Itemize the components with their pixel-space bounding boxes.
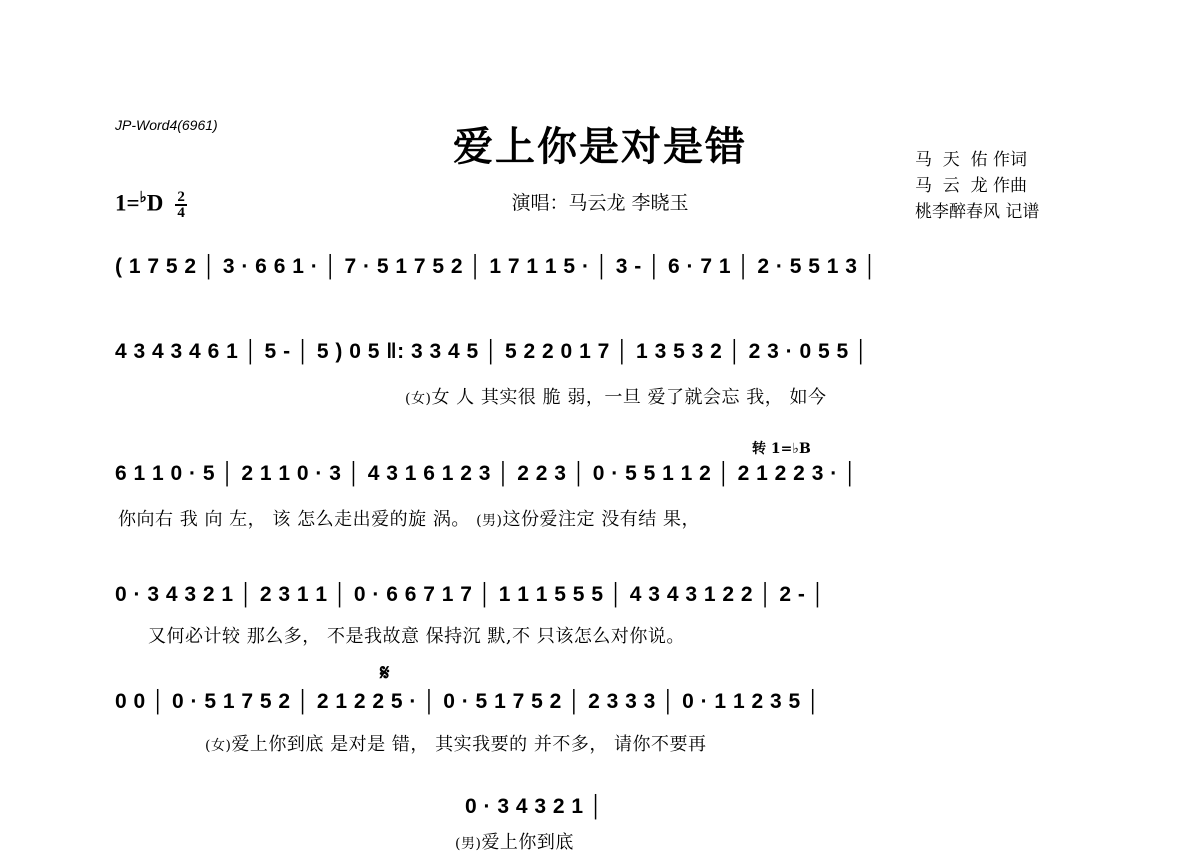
segno-sign: 𝄋 (380, 660, 390, 686)
key-flat: ♭ (139, 190, 147, 206)
credits-block (915, 147, 1039, 225)
transcriber-credit: 桃李醉春风 记谱 (915, 202, 1040, 222)
key-note: D (146, 190, 164, 216)
notation-line-1: ( 1 7 5 2 │ 3 · 6 6 1 · │ 7 · 5 1 7 5 2 │ 1 7 1 1 5 · │ 3 - │ 6 · 7 1 │ 2 · 5 5 1 3 │ (115, 255, 878, 278)
lyric-tag-male: (男) (476, 513, 503, 529)
lyric-line-3 (118, 505, 700, 531)
lyric-tag-female-2: (女) (205, 738, 232, 754)
notation-line-6: 0 · 3 4 3 2 1 │ (465, 795, 604, 818)
lyric-text-5: 爱上你到底 是对是 错， 其实我要的 并不多， 请你不要再 (231, 734, 707, 755)
key-signature (115, 188, 187, 220)
lyric-tag-female: (女) (405, 391, 432, 407)
time-top: 2 (177, 189, 185, 206)
song-title: 爱上你是对是错 (453, 123, 747, 170)
time-bottom: 4 (177, 205, 185, 222)
lyric-line-6 (455, 828, 574, 854)
singer-line: 演唱：马云龙 李晓玉 (511, 192, 689, 214)
notation-line-5: 0 0 │ 0 · 5 1 7 5 2 │ 2 1 2 2 5 · │ 0 · 5 1 7 5 2 │ 2 3 3 3 │ 0 · 1 1 2 3 5 │ (115, 690, 821, 713)
lyric-text-3: 你向右 我 向 左， 该 怎么走出爱的旋 涡。 (118, 509, 470, 530)
notation-line-2: 4 3 4 3 4 6 1 │ 5 - │ 5 ) 0 5 ‖: 3 3 4 5 │ 5 2 2 0 1 7 │ 1 3 5 3 2 │ 2 3 · 0 5 5 │ (115, 340, 869, 363)
modulation-mark: 转 1=♭B (752, 441, 811, 457)
composer-credit: 马 云 龙 作曲 (915, 176, 1028, 196)
lyric-text-2: 女 人 其实很 脆 弱，一旦 爱了就会忘 我， 如今 (431, 387, 827, 408)
lyric-text-3b: 这份爱注定 没有结 果， (502, 509, 700, 530)
time-signature (175, 190, 187, 220)
notation-line-4: 0 · 3 4 3 2 1 │ 2 3 1 1 │ 0 · 6 6 7 1 7 │ 1 1 1 5 5 5 │ 4 3 4 3 1 2 2 │ 2 - │ (115, 583, 826, 606)
key-prefix: 1= (115, 190, 140, 216)
lyric-text-6: 爱上你到底 (481, 832, 574, 853)
lyricist-credit: 马 天 佑 作词 (915, 150, 1028, 170)
lyric-line-2 (405, 383, 827, 409)
lyric-tag-male-2: (男) (455, 836, 482, 852)
lyric-line-5 (205, 730, 707, 756)
lyric-line-4: 又何必计较 那么多， 不是我故意 保持沉 默,不 只该怎么对你说。 (148, 626, 685, 647)
notation-line-3: 6 1 1 0 · 5 │ 2 1 1 0 · 3 │ 4 3 1 6 1 2 3 │ 2 2 3 │ 0 · 5 5 1 1 2 │ 2 1 2 2 3 · │ (115, 462, 858, 485)
software-label: JP-Word4(6961) (115, 117, 218, 133)
